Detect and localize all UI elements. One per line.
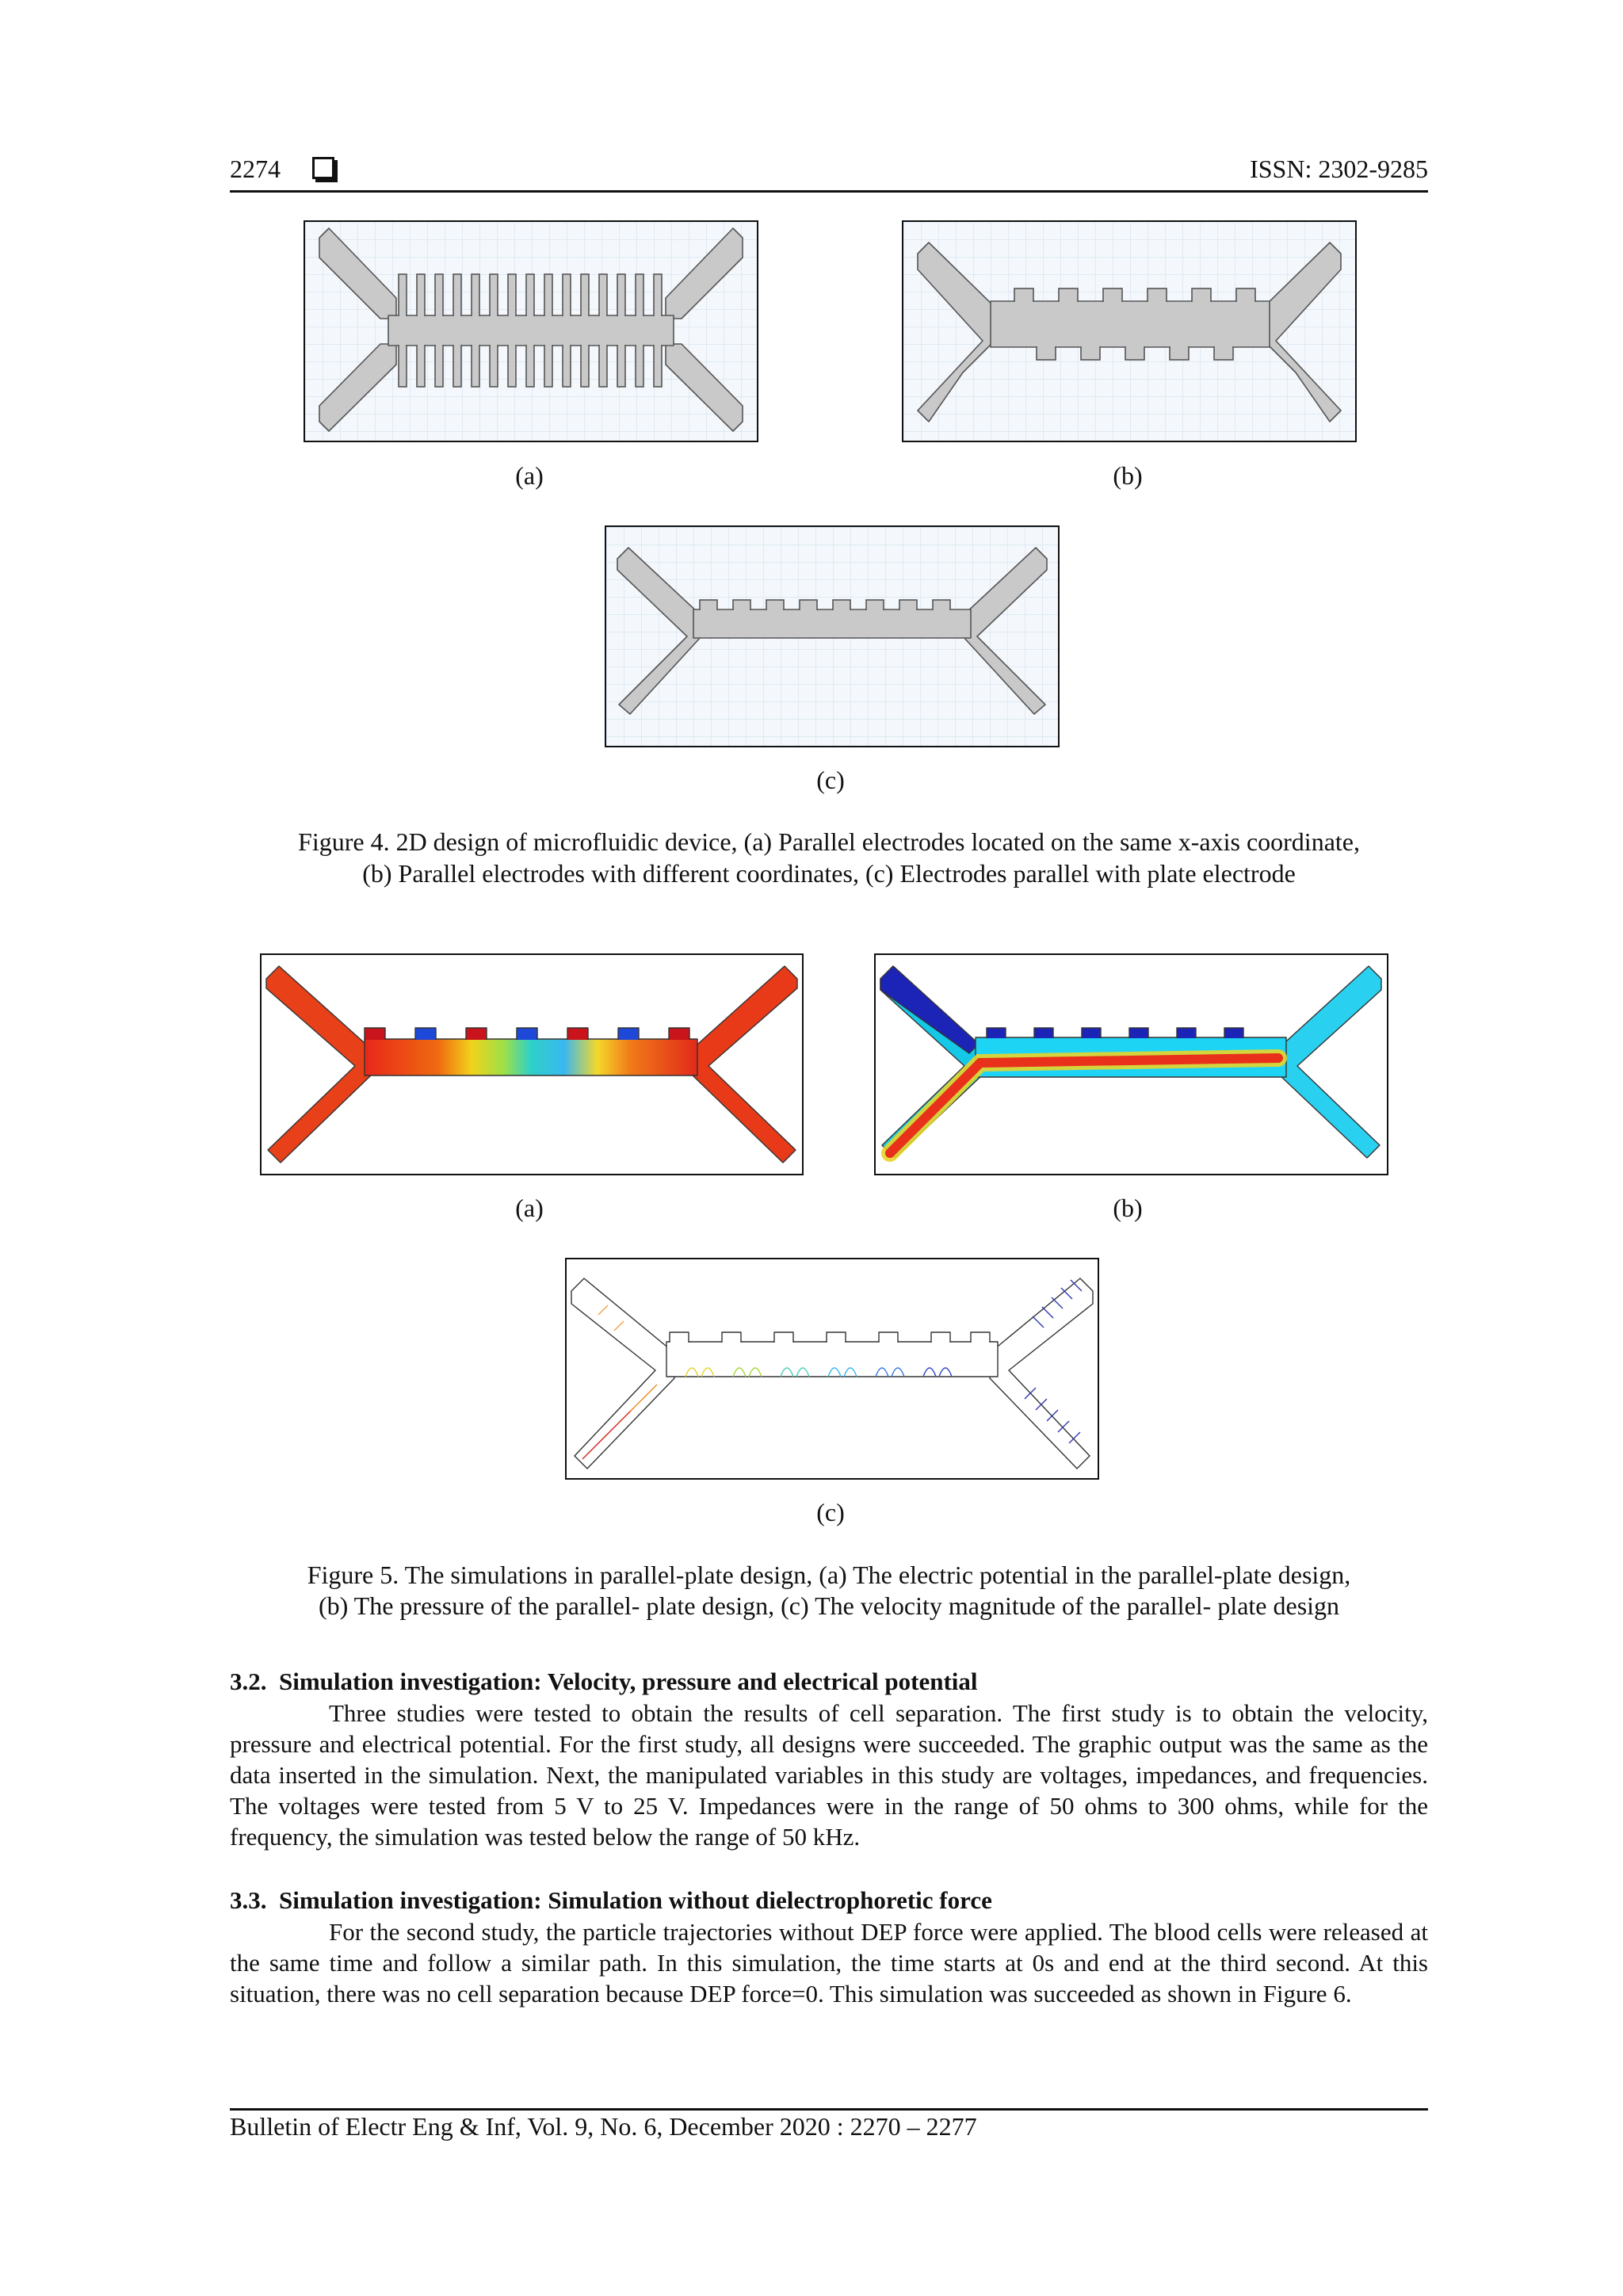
figure-4-caption-line-1: Figure 4. 2D design of microfluidic device, (a) Parallel electrodes located on the same x-axis coordinate, [298,827,1360,856]
page-number: 2274 [230,155,334,184]
square-bullet-icon [312,157,334,179]
figure-4a-label: (a) [515,461,544,490]
header-rule [230,190,1428,193]
section-3-3-paragraph: For the second study, the particle trajectories without DEP force were applied. The blood cells were released at the same time and follow a similar path. In this simulation, the time starts at 0s and end at the third second. At this situation, there was no cell separation because DEP force=0. This simulation was succeeded as shown in Figure 6. [230,1918,1428,2008]
figure-5a-image [260,953,804,1175]
section-3-2-paragraph: Three studies were tested to obtain the results of cell separation. The first study is to obtain the velocity, pressure and electrical potential. For the first study, all designs were succeeded. The graphic output was the same as the data inserted in the simulation. Next, the manipulated variables in this study are voltages, impedances, and frequencies. The voltages were tested from 5 V to 25 V. Impedances were in the range of 50 ohms to 300 ohms, while for the frequency, the simulation was tested below the range of 50 kHz. [230,1699,1428,1851]
section-3-2-title: 3.2. Simulation investigation: Velocity, pressure and electrical potential [230,1668,978,1695]
figure-5c-label: (c) [816,1498,845,1526]
footer-rule [230,2108,1428,2111]
figure-5a-label: (a) [515,1194,544,1222]
figure-5c-image [565,1258,1099,1480]
figure-5-caption-line-2: (b) The pressure of the parallel- plate design, (c) The velocity magnitude of the parallel- plate design [318,1591,1340,1620]
issn: ISSN: 2302-9285 [1250,155,1428,183]
figure-4-caption-line-2: (b) Parallel electrodes with different coordinates, (c) Electrodes parallel with plate electrode [362,859,1296,888]
figure-4b-label: (b) [1113,461,1143,490]
section-3-3-title: 3.3. Simulation investigation: Simulation without dielectrophoretic force [230,1886,992,1914]
figure-5-caption-line-1: Figure 5. The simulations in parallel-plate design, (a) The electric potential in the parallel-plate design, [307,1561,1351,1589]
figure-4a-image [304,220,758,442]
figure-5b-label: (b) [1113,1194,1143,1222]
figure-4c-image [605,525,1060,747]
figure-4b-image [902,220,1357,442]
figure-5b-image [874,953,1388,1175]
figure-4c-label: (c) [816,766,845,794]
footer-citation: Bulletin of Electr Eng & Inf, Vol. 9, No. 6, December 2020 : 2270 – 2277 [230,2112,977,2141]
